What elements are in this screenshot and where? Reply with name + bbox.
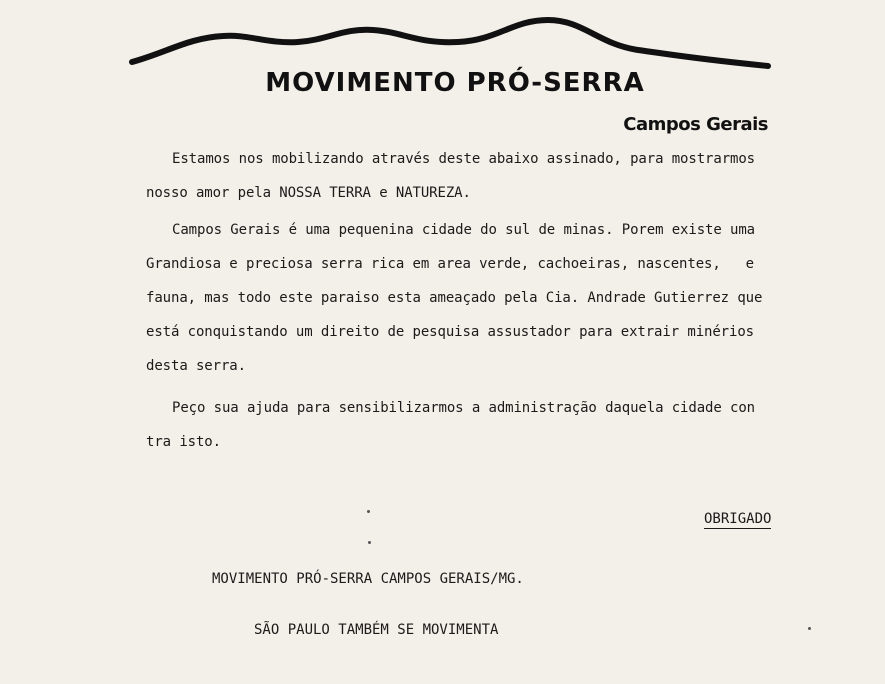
page-subtitle: Campos Gerais (623, 114, 768, 135)
paper-speck (368, 541, 371, 544)
body-line: nosso amor pela NOSSA TERRA e NATUREZA. (146, 185, 471, 201)
body-line: fauna, mas todo este paraiso esta ameaçado pela Cia. Andrade Gutierrez que (146, 290, 763, 306)
footer-organization: MOVIMENTO PRÓ-SERRA CAMPOS GERAIS/MG. (212, 571, 524, 587)
body-line: Estamos nos mobilizando através deste abaixo assinado, para mostrarmos (172, 151, 756, 167)
footer-slogan: SÃO PAULO TAMBÉM SE MOVIMENTA (254, 622, 499, 638)
body-line: tra isto. (146, 434, 221, 450)
body-line: desta serra. (146, 358, 246, 374)
page-title: MOVIMENTO PRÓ-SERRA (265, 68, 645, 98)
paper-speck (808, 627, 811, 630)
body-line: Campos Gerais é uma pequenina cidade do sul de minas. Porem existe uma (172, 222, 756, 238)
closing-signoff: OBRIGADO (704, 511, 772, 527)
body-line: está conquistando um direito de pesquisa assustador para extrair minérios (146, 324, 754, 340)
mountain-logo (128, 14, 773, 70)
body-line: Peço sua ajuda para sensibilizarmos a administração daquela cidade con (172, 400, 756, 416)
paper-speck (367, 510, 370, 513)
body-line: Grandiosa e preciosa serra rica em area verde, cachoeiras, nascentes, e (146, 256, 754, 272)
